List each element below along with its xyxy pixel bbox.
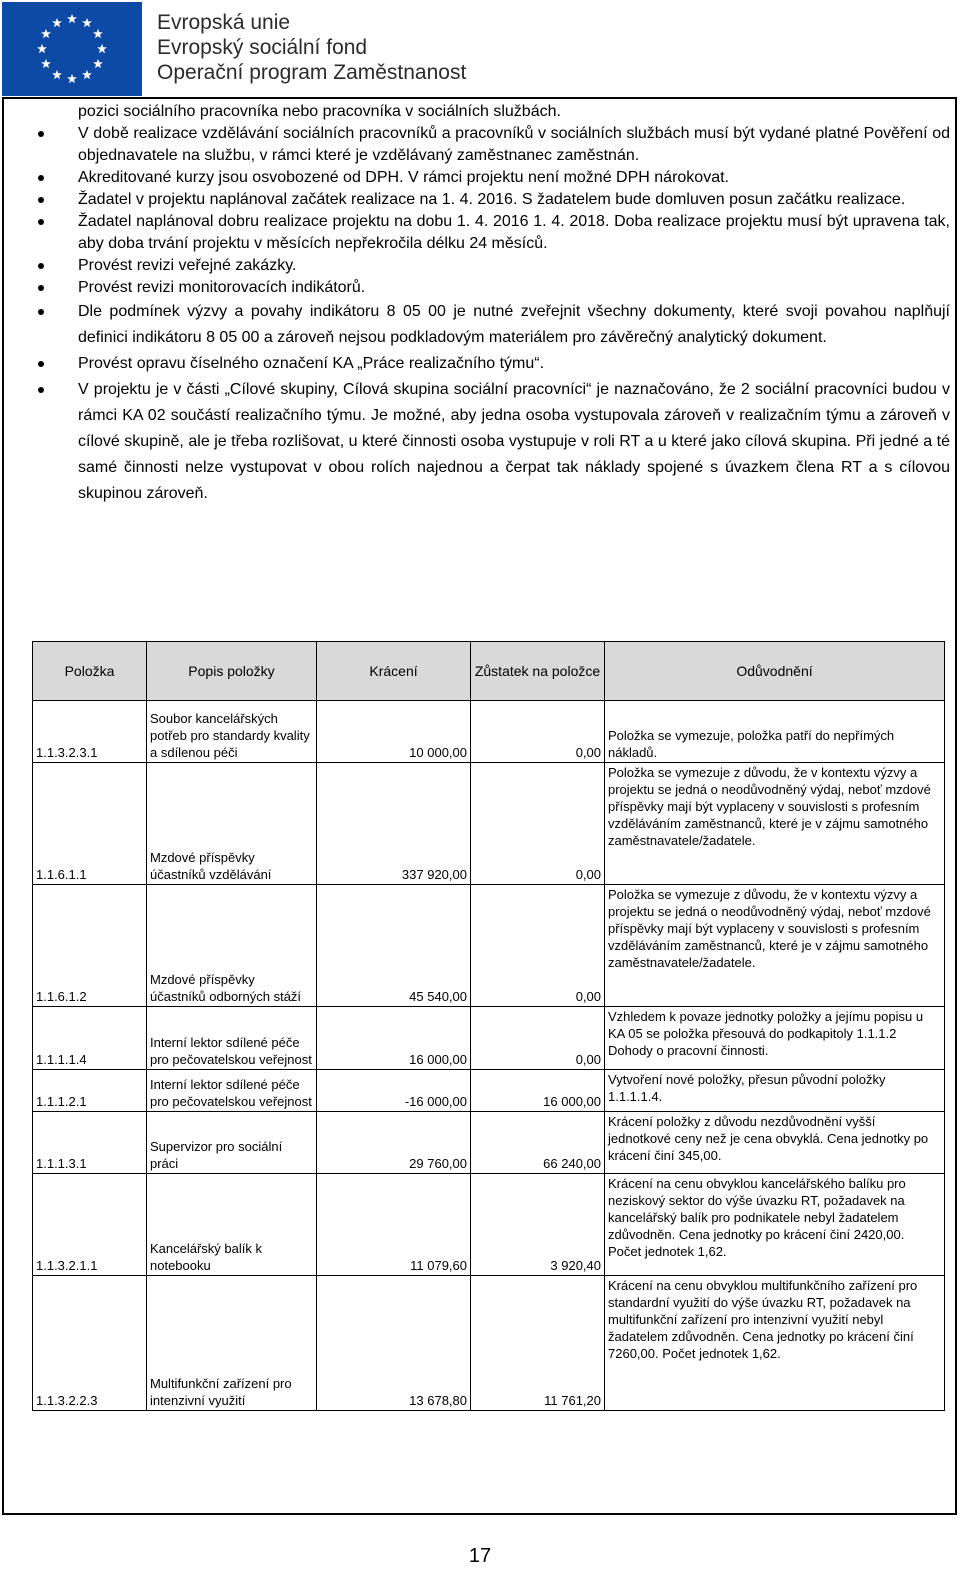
table-row — [33, 1112, 945, 1174]
eu-star-icon — [67, 14, 77, 23]
bullet-dot-icon — [38, 361, 44, 367]
cell-remaining: 11 761,20 — [471, 1276, 605, 1411]
bullet-item: Dle podmínek výzvy a povahy indikátoru 8 05 00 je nutné zveřejnit všechny dokumenty, které svoji povahou naplňují definici indikátoru 8 05 00 a zároveň nejsou podkladovým materiálem pro závěrečný analytický dokument. — [32, 299, 950, 351]
cell-cut: 45 540,00 — [317, 885, 471, 1007]
cell-description: Interní lektor sdílené péče pro pečovatelskou veřejnost — [147, 1007, 317, 1070]
bullet-item: Provést revizi veřejné zakázky. — [32, 255, 950, 277]
cell-code: 1.1.1.3.1 — [33, 1112, 147, 1174]
eu-star-icon — [93, 59, 103, 68]
table-row — [33, 885, 945, 1007]
bullet-dot-icon — [38, 263, 44, 269]
cell-code: 1.1.1.2.1 — [33, 1070, 147, 1112]
eu-star-icon — [67, 74, 77, 83]
header-title-block — [157, 10, 466, 85]
eu-flag-logo — [2, 2, 142, 96]
budget-cuts-table — [32, 641, 944, 1411]
cell-description: Mzdové příspěvky účastníků odborných stáží — [147, 885, 317, 1007]
eu-star-icon — [52, 18, 62, 27]
cell-justification: Položka se vymezuje, položka patří do nepřímých nákladů. — [605, 701, 945, 763]
bullet-dot-icon — [38, 309, 44, 315]
bullet-dot-icon — [38, 175, 44, 181]
eu-star-icon — [82, 70, 92, 79]
cell-code: 1.1.3.2.2.3 — [33, 1276, 147, 1411]
table-row — [33, 1174, 945, 1276]
cell-justification: Položka se vymezuje z důvodu, že v kontextu výzvy a projektu se jedná o neodůvodněný výdaj, neboť mzdové příspěvky mají být vyplaceny v souvislosti s profesním vzděláváním zaměstnanců, které je v zájmu samotného zaměstnavatele/žadatele. — [605, 763, 945, 885]
bullet-dot-icon — [38, 197, 44, 203]
header-line-esf: Evropský sociální fond — [157, 36, 368, 59]
cell-justification: Krácení položky z důvodu nezdůvodnění vyšší jednotkové ceny než je cena obvyklá. Cena jednotky po krácení činí 345,00. — [605, 1112, 945, 1174]
eu-star-icon — [82, 18, 92, 27]
page-number: 17 — [468, 1545, 492, 1567]
col-header-cut: Krácení — [317, 642, 471, 701]
cell-remaining: 0,00 — [471, 1007, 605, 1070]
bullet-item: Akreditované kurzy jsou osvobozené od DPH. V rámci projektu není možné DPH nárokovat. — [32, 167, 950, 189]
cell-cut: 10 000,00 — [317, 701, 471, 763]
cell-remaining: 66 240,00 — [471, 1112, 605, 1174]
eu-star-icon — [41, 29, 51, 38]
cell-cut: 16 000,00 — [317, 1007, 471, 1070]
cell-justification: Vzhledem k povaze jednotky položky a jejímu popisu u KA 05 se položka přesouvá do podkapitoly 1.1.1.2 Dohody o pracovní činnosti. — [605, 1007, 945, 1070]
cell-remaining: 3 920,40 — [471, 1174, 605, 1276]
conditions-text — [32, 101, 950, 507]
eu-star-icon — [97, 44, 107, 53]
intro-line: pozici sociálního pracovníka nebo pracovníka v sociálních službách. — [78, 103, 561, 120]
cell-description: Soubor kancelářských potřeb pro standardy kvality a sdílenou péči — [147, 701, 317, 763]
col-header-description: Popis položky — [147, 642, 317, 701]
table-row — [33, 701, 945, 763]
cell-justification: Krácení na cenu obvyklou multifunkčního zařízení pro standardní využití do výše úvazku RT, požadavek na multifunkční zařízení pro intenzivní využití nebyl žadatelem zdůvodněn. Cena jednotky po krácení činí 7260,00. Počet jednotek 1,62. — [605, 1276, 945, 1411]
eu-star-icon — [93, 29, 103, 38]
table-header-row — [33, 642, 945, 701]
header-line-eu: Evropská unie — [157, 11, 291, 34]
eu-star-icon — [41, 59, 51, 68]
cell-cut: 11 079,60 — [317, 1174, 471, 1276]
cell-remaining: 0,00 — [471, 701, 605, 763]
cell-cut: 13 678,80 — [317, 1276, 471, 1411]
cell-remaining: 0,00 — [471, 763, 605, 885]
cell-code: 1.1.1.1.4 — [33, 1007, 147, 1070]
cell-justification: Položka se vymezuje z důvodu, že v kontextu výzvy a projektu se jedná o neodůvodněný výdaj, neboť mzdové příspěvky mají být vyplaceny v souvislosti s profesním vzděláváním zaměstnanců, které je v zájmu samotného zaměstnavatele/žadatele. — [605, 885, 945, 1007]
bullet-dot-icon — [38, 131, 44, 137]
col-header-item: Položka — [33, 642, 147, 701]
cell-description: Supervizor pro sociální práci — [147, 1112, 317, 1174]
cell-cut: -16 000,00 — [317, 1070, 471, 1112]
cell-description: Mzdové příspěvky účastníků vzdělávání — [147, 763, 317, 885]
cell-justification: Vytvoření nové položky, přesun původní položky 1.1.1.1.4. — [605, 1070, 945, 1112]
cell-code: 1.1.6.1.2 — [33, 885, 147, 1007]
bullet-item: Provést opravu číselného označení KA „Práce realizačního týmu“. — [32, 351, 950, 377]
cell-description: Multifunkční zařízení pro intenzivní využití — [147, 1276, 317, 1411]
cell-code: 1.1.6.1.1 — [33, 763, 147, 885]
bullet-dot-icon — [38, 387, 44, 393]
col-header-remaining: Zůstatek na položce — [471, 642, 605, 701]
col-header-justification: Odůvodnění — [605, 642, 945, 701]
table-row — [33, 1070, 945, 1112]
table-row — [33, 763, 945, 885]
eu-star-icon — [52, 70, 62, 79]
cell-code: 1.1.3.2.1.1 — [33, 1174, 147, 1276]
bullet-dot-icon — [38, 219, 44, 225]
bullet-item: Žadatel naplánoval dobru realizace projektu na dobu 1. 4. 2016 1. 4. 2018. Doba realizace projektu musí být upravena tak, aby doba trvání projektu v měsících nepřekročila délku 24 měsíců. — [32, 211, 950, 255]
cell-cut: 337 920,00 — [317, 763, 471, 885]
cell-justification: Krácení na cenu obvyklou kancelářského balíku pro neziskový sektor do výše úvazku RT, požadavek na kancelářský balík pro podnikatele nebyl žadatelem zdůvodněn. Cena jednotky po krácení činí 2420,00. Počet jednotek 1,62. — [605, 1174, 945, 1276]
cell-code: 1.1.3.2.3.1 — [33, 701, 147, 763]
cell-cut: 29 760,00 — [317, 1112, 471, 1174]
table-row — [33, 1007, 945, 1070]
cell-remaining: 0,00 — [471, 885, 605, 1007]
bullet-item: V době realizace vzdělávání sociálních pracovníků a pracovníků v sociálních službách musí být vydané platné Pověření od objednavatele na službu, v rámci které je vzdělávaný zaměstnanec zaměstnán. — [32, 123, 950, 167]
bullet-item: V projektu je v části „Cílové skupiny, Cílová skupina sociální pracovníci“ je naznačováno, že 2 sociální pracovníci budou v rámci KA 02 součástí realizačního týmu. Je možné, aby jedna osoba vystupovala zároveň v realizačním týmu a zároveň v cílové skupině, ale je třeba rozlišovat, u které činnosti osoba vystupuje v roli RT a u které jako cílová skupina. Při jedné a té samé činnosti nelze vystupovat v obou rolích najednou a čerpat tak náklady spojené s úvazkem člena RT a s cílovou skupinou zároveň. — [32, 377, 950, 507]
eu-stars-icon — [2, 2, 142, 96]
header-line-op: Operační program Zaměstnanost — [157, 61, 467, 84]
eu-star-icon — [37, 44, 47, 53]
table-row — [33, 1276, 945, 1411]
bullet-item: Provést revizi monitorovacích indikátorů. — [32, 277, 950, 299]
cell-description: Interní lektor sdílené péče pro pečovatelskou veřejnost — [147, 1070, 317, 1112]
cell-description: Kancelářský balík k notebooku — [147, 1174, 317, 1276]
cell-remaining: 16 000,00 — [471, 1070, 605, 1112]
bullet-dot-icon — [38, 285, 44, 291]
bullet-item: Žadatel v projektu naplánoval začátek realizace na 1. 4. 2016. S žadatelem bude domluven posun začátku realizace. — [32, 189, 950, 211]
